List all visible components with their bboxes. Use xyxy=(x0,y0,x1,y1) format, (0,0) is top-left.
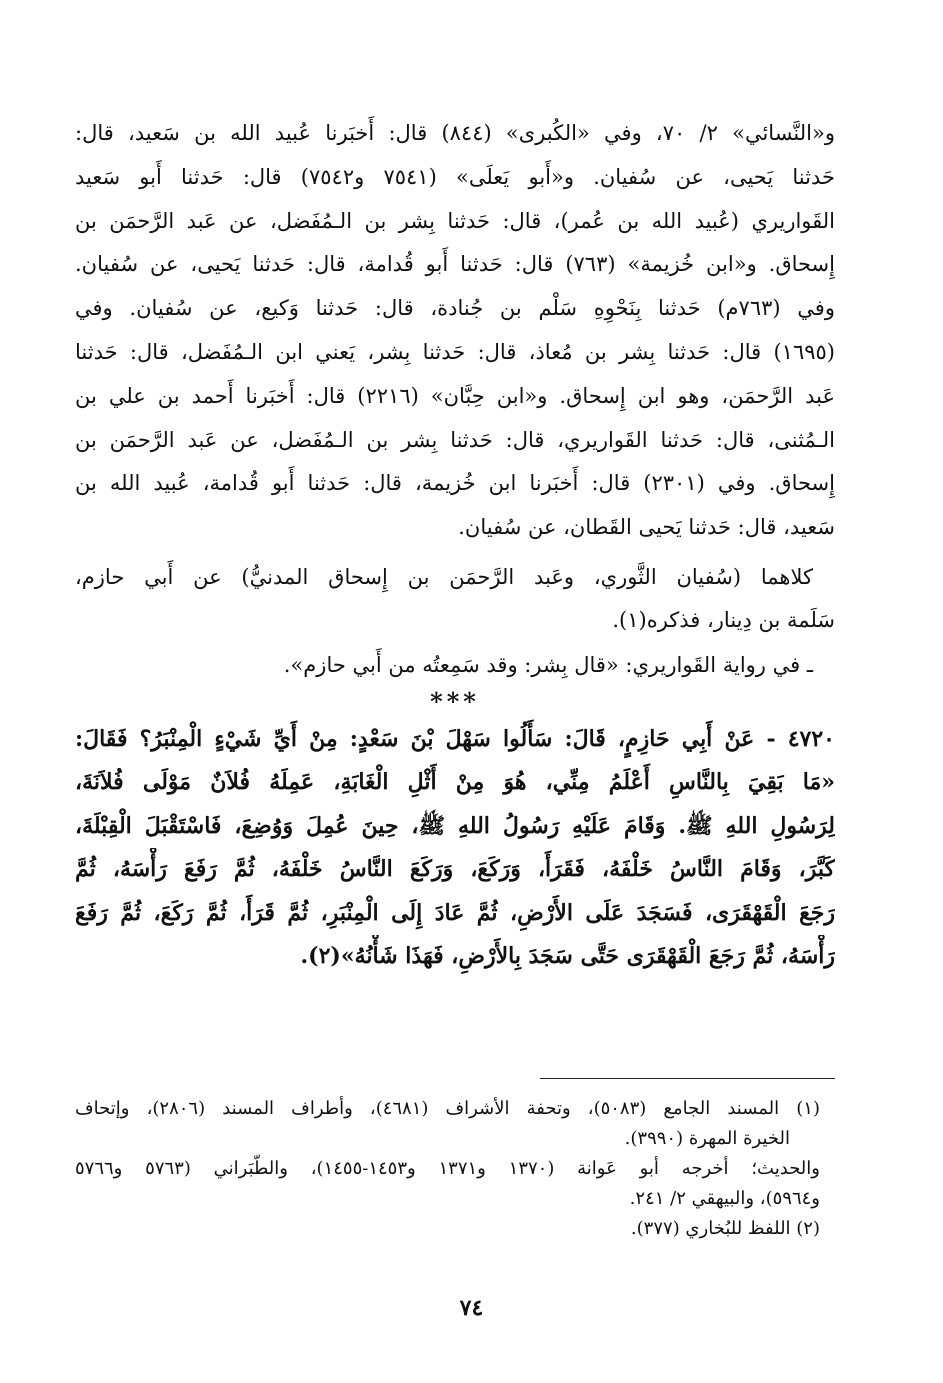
main-text xyxy=(75,112,835,979)
footnote-2-line: (٢) اللفظ للبُخاري (٣٧٧). xyxy=(630,1218,820,1239)
both-narrators-paragraph xyxy=(75,556,835,642)
hadith-line: رَجَعَ الْقَهْقَرَى، فَسَجَدَ عَلَى الأَرْضِ، ثُمَّ عَادَ إِلَى الْمِنْبَرِ، ثُمَّ قَرَأَ، ثُمَّ رَكَعَ، ثُمَّ رَفَعَ xyxy=(75,899,835,926)
footnote-1-line: والحديث؛ أخرجه أبو عَوانة (١٣٧٠ و١٣٧١ و١٤٥٣-١٤٥٥)، والطَّبَراني (٥٧٦٣ و٥٧٦٦ xyxy=(75,1158,820,1179)
hadith-line: لِرَسُولِ اللهِ ﷺ. وَقَامَ عَلَيْهِ رَسُولُ اللهِ ﷺ، حِينَ عُمِلَ وَوُضِعَ، فَاسْتَقْبَلَ الْقِبْلَةَ، xyxy=(75,812,835,839)
text-line: الـمُثنى، قال: حَدثنا القَواريري، قال: حَدثنا بِشر بن الـمُفَضل، عن عَبد الرَّحمَن بن xyxy=(75,427,835,452)
section-separator: *** xyxy=(430,686,480,716)
hadith-line: ٤٧٢٠ - عَنْ أَبِي حَازِمٍ، قَالَ: سَأَلُوا سَهْلَ بْنَ سَعْدٍ: مِنْ أَيِّ شَيْءٍ الْمِنْبَرُ؟ فَقَالَ: xyxy=(75,725,835,752)
text-line: و«النَّسائي» ٢/ ٧٠، وفي «الكُبرى» (٨٤٤) قال: أَخبَرنا عُبيد الله بن سَعيد، قال: xyxy=(75,121,835,145)
hadith-line: رَأْسَهُ، ثُمَّ رَجَعَ الْقَهْقَرَى حَتَّى سَجَدَ بِالأَرْضِ، فَهَذَا شَأْنُهُ»(٢). xyxy=(300,943,835,970)
text-line: القَواريري (عُبيد الله بن عُمر)، قال: حَدثنا بِشر بن الـمُفَضل، عن عَبد الرَّحمَن بن xyxy=(75,208,835,233)
footnotes xyxy=(75,1094,820,1244)
text-line: سَلَمة بن دِينار، فذكره(١). xyxy=(612,607,835,632)
variant-note: ـ في رواية القَواريري: «قال بِشر: وقد سَمِعتُه من أَبي حازم». xyxy=(283,652,813,677)
footnote-1-line: الخيرة المهرة (٣٩٩٠). xyxy=(624,1128,790,1149)
text-line: إِسحاق. و«ابن خُزيمة» (٧٦٣) قال: حَدثنا أَبو قُدامة، قال: حَدثنا يَحيى، عن سُفيان. xyxy=(75,252,835,277)
footnote-1-line: و٥٩٦٤)، والبيهقي ٢/ ٢٤١. xyxy=(629,1188,820,1209)
text-line: إِسحاق. وفي (٢٣٠١) قال: أَخبَرنا ابن خُزيمة، قال: حَدثنا أَبو قُدامة، عُبيد الله بن xyxy=(75,471,835,496)
hadith-4720 xyxy=(75,718,835,979)
footnote-1-line: (١) المسند الجامع (٥٠٨٣)، وتحفة الأشراف (٤٦٨١)، وأطراف المسند (٢٨٠٦)، وإتحاف xyxy=(75,1098,820,1119)
text-line: كلاهما (سُفيان الثَّوري، وعَبد الرَّحمَن بن إِسحاق المدنيُّ) عن أَبي حازم، xyxy=(75,564,813,589)
footnote-divider xyxy=(540,1078,835,1079)
text-line: (١٦٩٥) قال: حَدثنا بِشر بن مُعاذ، قال: حَدثنا بِشر، يَعني ابن الـمُفَضل، قال: حَدثنا xyxy=(75,339,835,364)
text-line: حَدثنا يَحيى، عن سُفيان. و«أَبو يَعلَى» (٧٥٤١ و٧٥٤٢) قال: حَدثنا أَبو سَعيد xyxy=(75,164,835,189)
takhrij-paragraph xyxy=(75,112,835,550)
text-line: عَبد الرَّحمَن، وهو ابن إِسحاق. و«ابن حِبَّان» (٢٢١٦) قال: أَخبَرنا أَحمد بن علي بن xyxy=(75,383,835,408)
text-line: وفي (٧٦٣م) حَدثنا بِنَحْوِهِ سَلْم بن جُنادة، قال: حَدثنا وَكيع، عن سُفيان. وفي xyxy=(75,296,835,321)
hadith-line: كَبَّرَ، وَقَامَ النَّاسُ خَلْفَهُ، فَقَرَأَ، وَرَكَعَ، وَرَكَعَ النَّاسُ خَلْفَهُ، ثُمَّ رَفَعَ رَأْسَهُ، ثُمَّ xyxy=(75,856,835,883)
page-number: ٧٤ xyxy=(459,1295,484,1321)
text-line: سَعيد، قال: حَدثنا يَحيى القَطان، عن سُفيان. xyxy=(458,515,835,540)
hadith-line: «مَا بَقِيَ بِالنَّاسِ أَعْلَمُ مِنِّي، هُوَ مِنْ أَثْلِ الْغَابَةِ، عَمِلَهُ فُلاَنٌ مَوْلَى فُلاَنَةَ، xyxy=(75,769,835,796)
